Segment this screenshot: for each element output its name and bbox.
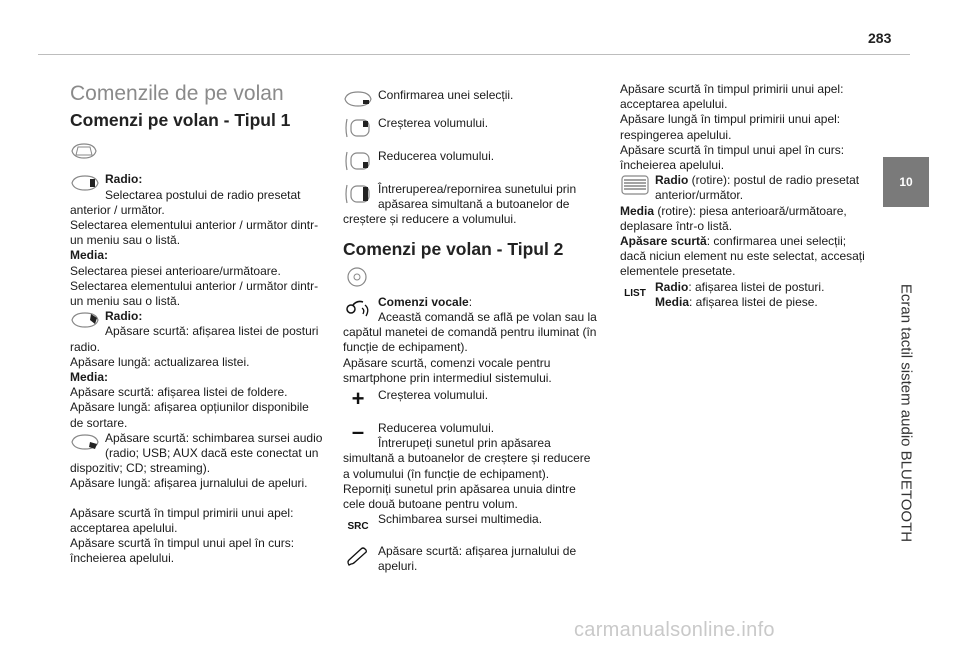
radio-control-item: Radio: Selectarea postului de radio presetat anterior / următor. Selectarea elementului anterior / următor dintr-un meniu sau o listă. Media: Selectarea piesei anterioare/următoare. Selectarea elementului anterior / următor dintr-un meniu sau o listă. <box>70 172 319 309</box>
minus-icon: – <box>351 419 365 445</box>
chapter-sidebar <box>883 207 929 619</box>
section-heading: Comenzile de pe volan <box>70 82 284 105</box>
src-item: SRC Schimbarea sursei multimedia. <box>343 512 600 542</box>
thumbwheel-icon <box>620 174 650 194</box>
chapter-title: Ecran tactil sistem audio BLUETOOTH <box>897 283 915 543</box>
steering-wheel-type2-icon <box>343 267 373 289</box>
mute-item: Întreruperea/repornirea sunetului prin apăsarea simultană a butoanelor de creștere și reducere a volumului. <box>343 182 577 227</box>
watermark: carmanualsonline.info <box>574 619 775 641</box>
src-label-icon: SRC <box>347 520 369 532</box>
page-number: 283 <box>868 30 892 46</box>
column-1 <box>70 82 325 566</box>
wheel-source-icon <box>70 432 100 452</box>
volume-up-lever-icon <box>343 117 373 137</box>
call-text-1: Apăsare scurtă în timpul primirii unui apel: acceptarea apelului. <box>70 505 294 535</box>
radio-list-item: Radio: Apăsare scurtă: afișarea listei de posturi radio. Apăsare lungă: actualizarea listei. Media: Apăsare scurtă: afișarea listei de foldere. Apăsare lungă: afișarea opțiunilor disponibile de sortare. <box>70 309 319 430</box>
call-text-3: Apăsare scurtă în timpul unui apel în curs: încheierea apelului. <box>620 142 845 173</box>
column-3 <box>620 82 865 310</box>
plus-item: + Creșterea volumului. <box>343 388 600 421</box>
list-item: LIST Radio: afișarea listei de posturi. Media: afișarea listei de piese. <box>620 280 865 310</box>
voice-command-item: Comenzi vocale: Această comandă se află pe volan sau la capătul manetei de comandă pentru iluminat (în funcție de echipament). Apăsare scurtă, comenzi vocale pentru smartphone prin intermediul sistemului. <box>343 294 597 385</box>
wheel-confirm-icon <box>343 89 373 109</box>
volume-down-item: Reducerea volumului. <box>343 149 600 182</box>
phone-item: Apăsare scurtă: afișarea jurnalului de apeluri. <box>343 544 600 574</box>
subsection-heading-type1: Comenzi pe volan - Tipul 1 <box>70 110 291 131</box>
column-2 <box>343 88 600 575</box>
list-label-icon: LIST <box>624 288 646 300</box>
steering-wheel-icon <box>70 142 100 162</box>
voice-command-icon <box>343 296 373 316</box>
call-text-2: Apăsare lungă în timpul primirii unui apel: respingerea apelului. <box>620 112 841 142</box>
volume-down-lever-icon <box>343 150 373 170</box>
source-control-item: Apăsare scurtă: schimbarea sursei audio (radio; USB; AUX dacă este conectat un dispozitiv; CD; streaming). Apăsare lungă: afișarea jurnalului de apeluri. <box>70 430 323 491</box>
phone-icon <box>343 545 373 565</box>
confirm-item: Confirmarea unei selecții. <box>343 88 600 116</box>
header-rule <box>38 54 910 55</box>
call-text-2: Apăsare scurtă în timpul unui apel în curs: încheierea apelului. <box>70 536 295 566</box>
wheel-button-icon <box>70 310 100 330</box>
minus-item: – Reducerea volumului. Întrerupeți sunetul prin apăsarea simultană a butoanelor de creștere și reducere a volumului (în funcție de echipament). Reporniți sunetul prin apăsarea unuia dintre cele două butoane pentru volum. <box>343 419 591 512</box>
wheel-thumb-wheel-icon <box>70 173 100 193</box>
call-text-1: Apăsare scurtă în timpul primirii unui apel: acceptarea apelului. <box>620 82 844 112</box>
chapter-tab: 10 <box>883 157 929 207</box>
volume-up-item: Creșterea volumului. <box>343 116 600 149</box>
mute-lever-icon <box>343 183 373 203</box>
rotary-item: Radio (rotire): postul de radio presetat anterior/următor. Media (rotire): piesa anterioară/următoare, deplasare într-o listă. Apăsare scurtă: confirmarea unei selecții; dacă niciun element nu este selectat, accesați elementele presetate. <box>620 173 865 279</box>
plus-icon: + <box>351 386 365 412</box>
subsection-heading-type2: Comenzi pe volan - Tipul 2 <box>343 238 564 259</box>
